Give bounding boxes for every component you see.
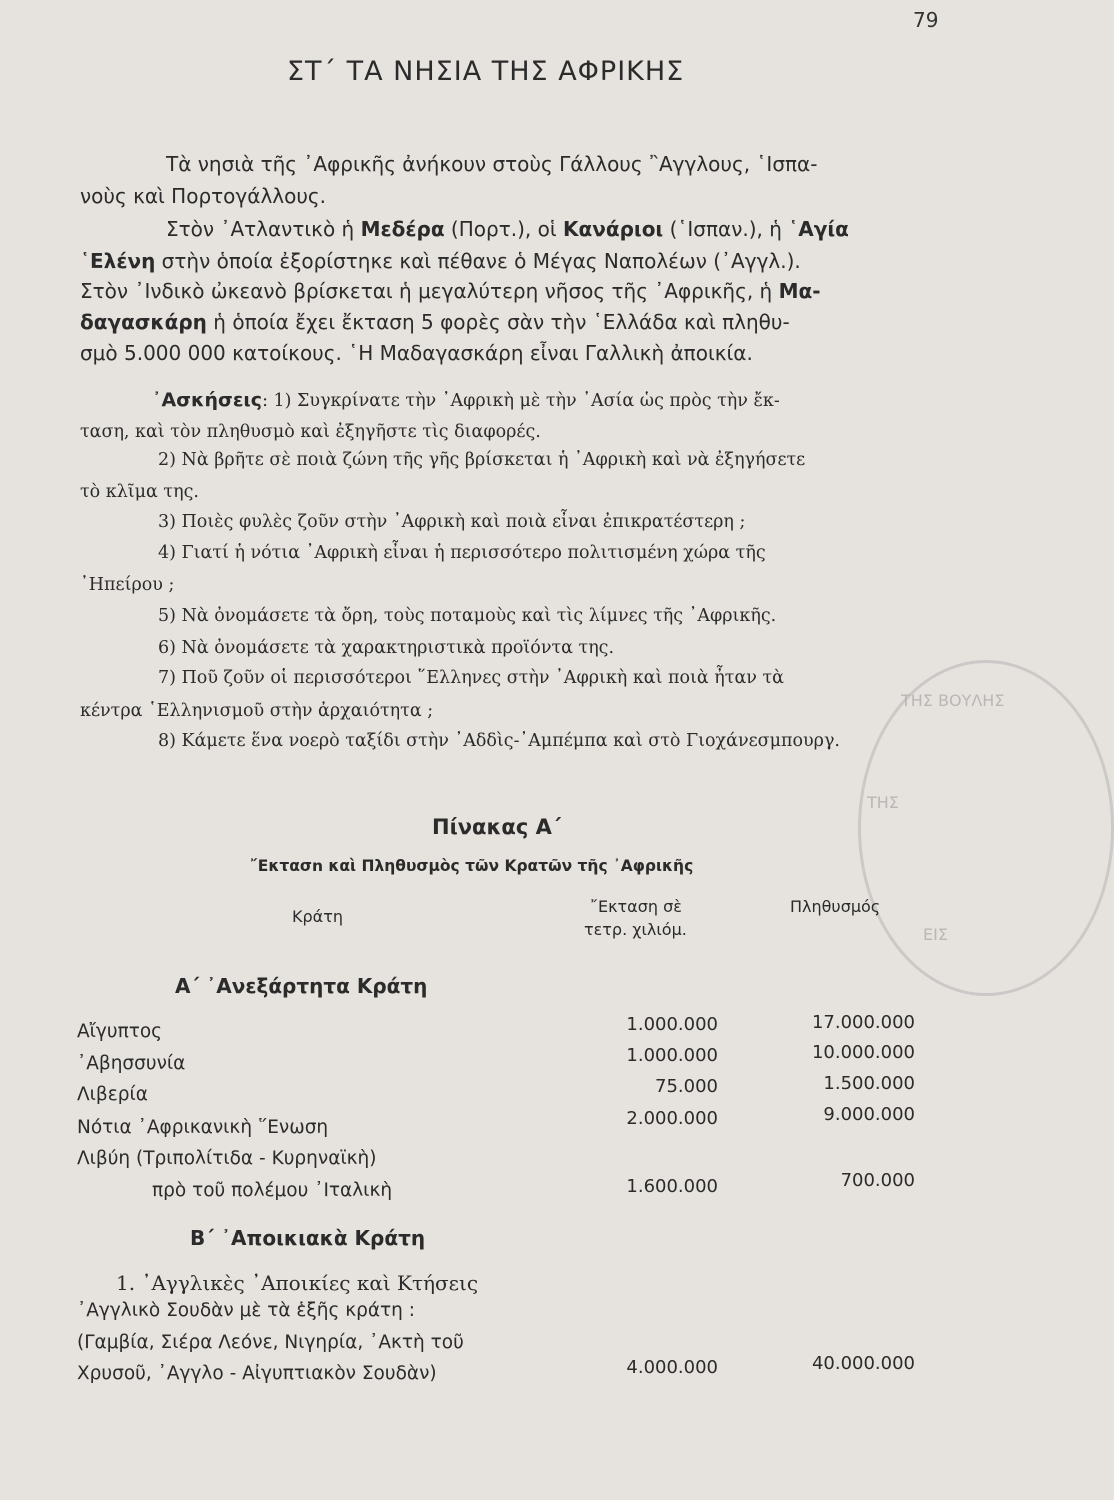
intro-line-2: νοὺς καὶ Πορτογάλλους.: [80, 184, 327, 208]
exercise-6: 6) Νὰ ὀνομάσετε τὰ χαρακτηριστικὰ προϊόντα της.: [158, 638, 615, 658]
exercise-1b: ταση, καὶ τὸν πληθυσμὸ καὶ ἐξηγῆστε τὶς διαφορές.: [80, 422, 541, 442]
intro-line-5: [80, 281, 821, 301]
table-row-name: πρὸ τοῦ πολέμου ᾿Ιταλικὴ: [152, 1180, 393, 1201]
stamp-text-side: ΤΗΣ: [867, 793, 899, 812]
intro-text: Στὸν ᾿Ινδικὸ ὠκεανὸ βρίσκεται ἡ μεγαλύτερη νῆσος τῆς ᾿Αφρικῆς, ἡ: [80, 279, 779, 303]
table-row-population: 10.000.000: [811, 1042, 915, 1063]
table-row-area: 1.600.000: [626, 1176, 718, 1197]
table-row-population: 9.000.000: [823, 1104, 915, 1125]
library-stamp: [858, 660, 1114, 996]
exercise-4b: ᾿Ηπείρου ;: [80, 575, 175, 595]
table-row-population: 700.000: [840, 1170, 915, 1191]
table-row-area: 1.000.000: [626, 1014, 718, 1035]
intro-bold-canaries: Κανάριοι: [562, 217, 664, 241]
intro-bold-eleni: ῾Ελένη: [80, 249, 156, 273]
table-row-name: Λιβερία: [77, 1084, 148, 1105]
table-row-population: 17.000.000: [811, 1012, 915, 1033]
intro-line-1: Τὰ νησιὰ τῆς ᾿Αφρικῆς ἀνήκουν στοὺς Γάλλους ῍Αγγλους, ῾Ισπα-: [166, 152, 818, 176]
table-row-area: 2.000.000: [626, 1108, 718, 1129]
intro-bold-madagascar: δαγασκάρη: [80, 310, 207, 334]
column-header-population: Πληθυσμός: [790, 897, 881, 916]
intro-bold-ma: Μα-: [778, 279, 821, 303]
column-header-area-1: ῎Εκταση σὲ: [590, 897, 682, 916]
exercise-2b: τὸ κλῖμα της.: [80, 482, 199, 502]
intro-line-3: [166, 219, 849, 239]
exercise-5: 5) Νὰ ὀνομάσετε τὰ ὄρη, τοὺς ποταμοὺς καὶ τὶς λίμνες τῆς ᾿Αφρικῆς.: [158, 606, 777, 626]
british-colonies-population: 40.000.000: [811, 1353, 915, 1374]
british-colonies-line-1: ᾿Αγγλικὸ Σουδὰν μὲ τὰ ἑξῆς κράτη :: [77, 1300, 416, 1321]
section-colonial-states: Β΄ ᾿Αποικιακὰ Κράτη: [190, 1226, 426, 1250]
table-row-name: Λιβύη (Τριπολίτιδα - Κυρηναϊκὴ): [77, 1148, 377, 1169]
intro-text: (῾Ισπαν.), ἡ: [663, 217, 789, 241]
chapter-title: ΣΤ΄ ΤΑ ΝΗΣΙΑ ΤΗΣ ΑΦΡΙΚΗΣ: [287, 56, 685, 87]
table-title: Πίνακας Α΄: [432, 815, 562, 839]
exercise-text: : 1) Συγκρίνατε τὴν ᾿Αφρικὴ μὲ τὴν ᾿Ασία ὡς πρὸς τὴν ἔκ-: [262, 391, 780, 411]
british-colonies-line-2: (Γαμβία, Σιέρα Λεόνε, Νιγηρία, ᾿Ακτὴ τοῦ: [77, 1332, 464, 1353]
intro-line-4: [80, 251, 801, 271]
exercises-label: ᾿Ασκήσεις: [152, 389, 263, 411]
intro-bold-agia: ῾Αγία: [788, 217, 849, 241]
exercise-8: 8) Κάμετε ἕνα νοερὸ ταξίδι στὴν ᾿Αδδὶς-᾿Αμπέμπα καὶ στὸ Γιοχάνεσμπουργ.: [158, 731, 840, 751]
intro-text: (Πορτ.), οἱ: [444, 217, 563, 241]
exercise-7b: κέντρα ῾Ελληνισμοῦ στὴν ἀρχαιότητα ;: [80, 701, 434, 721]
subsection-british-colonies: 1. ᾿Αγγλικὲς ᾿Αποικίες καὶ Κτήσεις: [116, 1271, 479, 1295]
table-row-name: Αἴγυπτος: [77, 1021, 163, 1042]
table-subtitle: ῎Εκτασn καὶ Πληθυσμὸς τῶν Κρατῶν τῆς ᾿Αφρικῆς: [250, 857, 694, 875]
page-number: 79: [913, 8, 939, 32]
intro-text: στὴν ὁποία ἐξορίστηκε καὶ πέθανε ὁ Μέγας Ναπολέων (᾿Αγγλ.).: [155, 249, 801, 273]
exercise-1a: [152, 391, 780, 411]
intro-text: Στὸν ᾿Ατλαντικὸ ἡ: [166, 217, 361, 241]
stamp-text-bottom: ΕΙΣ: [923, 925, 948, 944]
exercise-3: 3) Ποιὲς φυλὲς ζοῦν στὴν ᾿Αφρικὴ καὶ ποιὰ εἶναι ἐπικρατέστερη ;: [158, 512, 746, 532]
intro-line-7: σμὸ 5.000 000 κατοίκους. ῾Η Μαδαγασκάρη εἶναι Γαλλικὴ ἀποικία.: [80, 341, 753, 365]
exercise-4a: 4) Γιατί ἡ νότια ᾿Αφρικὴ εἶναι ἡ περισσότερο πολιτισμένη χώρα τῆς: [158, 543, 766, 563]
section-independent-states: Α΄ ᾿Ανεξάρτητα Κράτη: [175, 974, 428, 998]
column-header-states: Κράτη: [292, 907, 343, 926]
table-row-population: 1.500.000: [823, 1073, 915, 1094]
table-row-area: 75.000: [655, 1076, 718, 1097]
intro-line-6: [80, 312, 790, 332]
intro-bold-madeira: Μεδέρα: [360, 217, 445, 241]
table-row-name: ᾿Αβησσυνία: [77, 1053, 186, 1074]
stamp-text-top: ΤΗΣ ΒΟΥΛΗΣ: [901, 691, 1005, 710]
table-row-area: 1.000.000: [626, 1045, 718, 1066]
british-colonies-line-3: Χρυσοῦ, ᾿Αγγλο - Αἰγυπτιακὸν Σουδὰν): [77, 1363, 437, 1384]
intro-text: ἡ ὁποία ἔχει ἔκταση 5 φορὲς σὰν τὴν ῾Ελλάδα καὶ πληθυ-: [206, 310, 790, 334]
table-row-name: Νότια ᾿Αφρικανικὴ ῞Ενωση: [77, 1117, 329, 1138]
british-colonies-area: 4.000.000: [626, 1357, 718, 1378]
column-header-area-2: τετρ. χιλιόμ.: [584, 920, 687, 939]
exercise-7a: 7) Ποῦ ζοῦν οἱ περισσότεροι ῞Ελληνες στὴν ᾿Αφρικὴ καὶ ποιὰ ἦταν τὰ: [158, 668, 784, 688]
exercise-2a: 2) Νὰ βρῆτε σὲ ποιὰ ζώνη τῆς γῆς βρίσκεται ἡ ᾿Αφρικὴ καὶ νὰ ἐξηγήσετε: [158, 450, 806, 470]
